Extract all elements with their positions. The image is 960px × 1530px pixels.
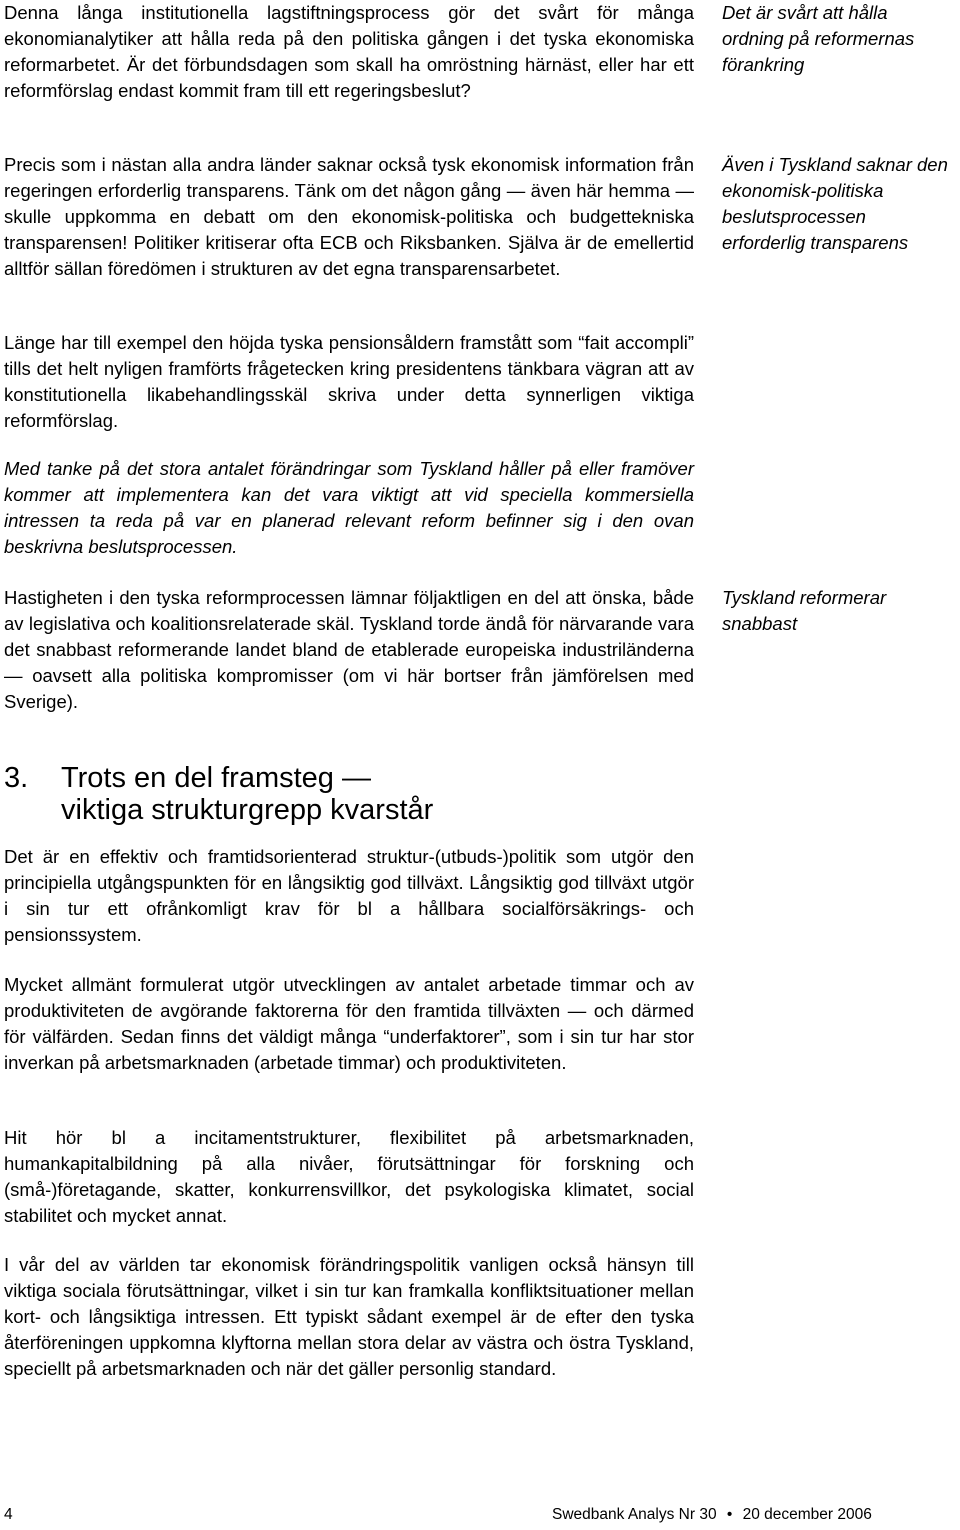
body-paragraph-1 xyxy=(4,0,694,104)
paragraph-text: Det är en effektiv och framtidsorienterad struktur-(utbuds-)politik som utgör den principiella utgångspunkten för en långsiktig god tillväxt. Långsiktig god tillväxt utgör i sin tur ett ofrånkomligt krav för bl a hållbara socialförsäkrings- och pensionssystem. xyxy=(4,846,694,945)
section-number: 3. xyxy=(4,762,29,794)
body-paragraph-7 xyxy=(4,972,694,1076)
margin-note-1: Det är svårt att hålla ordning på reformernas förankring xyxy=(722,2,915,75)
section-title-line-1: Trots en del framsteg — xyxy=(61,762,371,794)
paragraph-text: Precis som i nästan alla andra länder saknar också tysk ekonomisk information från regeringen erforderlig transparens. Tänk om det någon gång — även här hemma — skulle uppkomma en debatt om den ekonomisk-politiska och budgettekniska transparensen! Politiker kritiserar ofta ECB och Riksbanken. Själva är de emellertid alltför sällan föredömen i strukturen av det egna transparensarbetet. xyxy=(4,154,694,279)
page-number: 4 xyxy=(4,1506,13,1523)
paragraph-text: Hastigheten i den tyska reformprocessen lämnar följaktligen en del att önska, både av legislativa och koalitionsrelaterade skäl. Tyskland torde ändå för närvarande vara det snabbast reformerande landet bland de etablerade europeiska industriländerna — oavsett alla politiska kompromisser (om vi här bortser från jämförelsen med Sverige). xyxy=(4,587,694,712)
footer-publication-info xyxy=(552,1506,872,1524)
body-paragraph-6 xyxy=(4,844,694,948)
body-paragraph-9 xyxy=(4,1252,694,1382)
body-paragraph-2 xyxy=(4,152,694,282)
body-paragraph-3 xyxy=(4,330,694,434)
body-paragraph-4-italic xyxy=(4,456,694,560)
section-title xyxy=(61,762,701,826)
publication-name: Swedbank Analys Nr 30 xyxy=(552,1506,717,1523)
paragraph-text: Länge har till exempel den höjda tyska pensionsåldern framstått som “fait accompli” tills det helt nyligen framförts frågetecken kring presidentens tänkbara vägran att av konstitutionella likabehandlingsskäl skriva under detta synnerligen viktiga reformförslag. xyxy=(4,332,694,431)
paragraph-text: I vår del av världen tar ekonomisk förändringspolitik vanligen också hänsyn till viktiga sociala förutsättningar, vilket i sin tur kan framkalla konfliktsituationer mellan kort- och långsiktiga intressen. Ett typiskt sådant exempel är de efter den tyska återföreningen uppkomna klyftorna mellan stora delar av västra och östra Tyskland, speciellt på arbetsmarknaden och när det gäller personlig standard. xyxy=(4,1254,694,1379)
margin-note-2: Även i Tyskland saknar den ekonomisk-politiska beslutsprocessen erforderlig transparens xyxy=(722,154,948,253)
body-paragraph-8 xyxy=(4,1125,694,1229)
publication-date: 20 december 2006 xyxy=(742,1506,872,1523)
paragraph-text: Mycket allmänt formulerat utgör utvecklingen av antalet arbetade timmar och av produktiviteten de avgörande faktorerna för den framtida tillväxten — och därmed för välfärden. Sedan finns det väldigt många “underfaktorer”, som i sin tur har stor inverkan på arbetsmarknaden (arbetade timmar) och produktiviteten. xyxy=(4,974,694,1073)
bullet-separator: • xyxy=(726,1506,733,1523)
paragraph-text: Hit hör bl a incitamentstrukturer, flexibilitet på arbetsmarknaden, humankapitalbildning på alla nivåer, förutsättningar för forskning och (små-)företagande, skatter, konkurrensvillkor, det psykologiska klimatet, social stabilitet och mycket annat. xyxy=(4,1127,694,1226)
paragraph-text: Med tanke på det stora antalet förändringar som Tyskland håller på eller framöver kommer att implementera kan det vara viktigt att vid speciella kommersiella intressen ta reda på var en planerad relevant reform befinner sig i den ovan beskrivna beslutsprocessen. xyxy=(4,458,694,557)
paragraph-text: Denna långa institutionella lagstiftningsprocess gör det svårt för många ekonomianalytiker att hålla reda på den politiska gången i det tyska ekonomiska reformarbetet. Är det förbundsdagen som skall ha omröstning härnäst, eller har ett reformförslag endast kommit fram till ett regeringsbeslut? xyxy=(4,2,694,101)
body-paragraph-5 xyxy=(4,585,694,715)
section-title-line-2: viktiga strukturgrepp kvarstår xyxy=(61,794,434,826)
margin-note-3: Tyskland reformerar snabbast xyxy=(722,587,887,634)
